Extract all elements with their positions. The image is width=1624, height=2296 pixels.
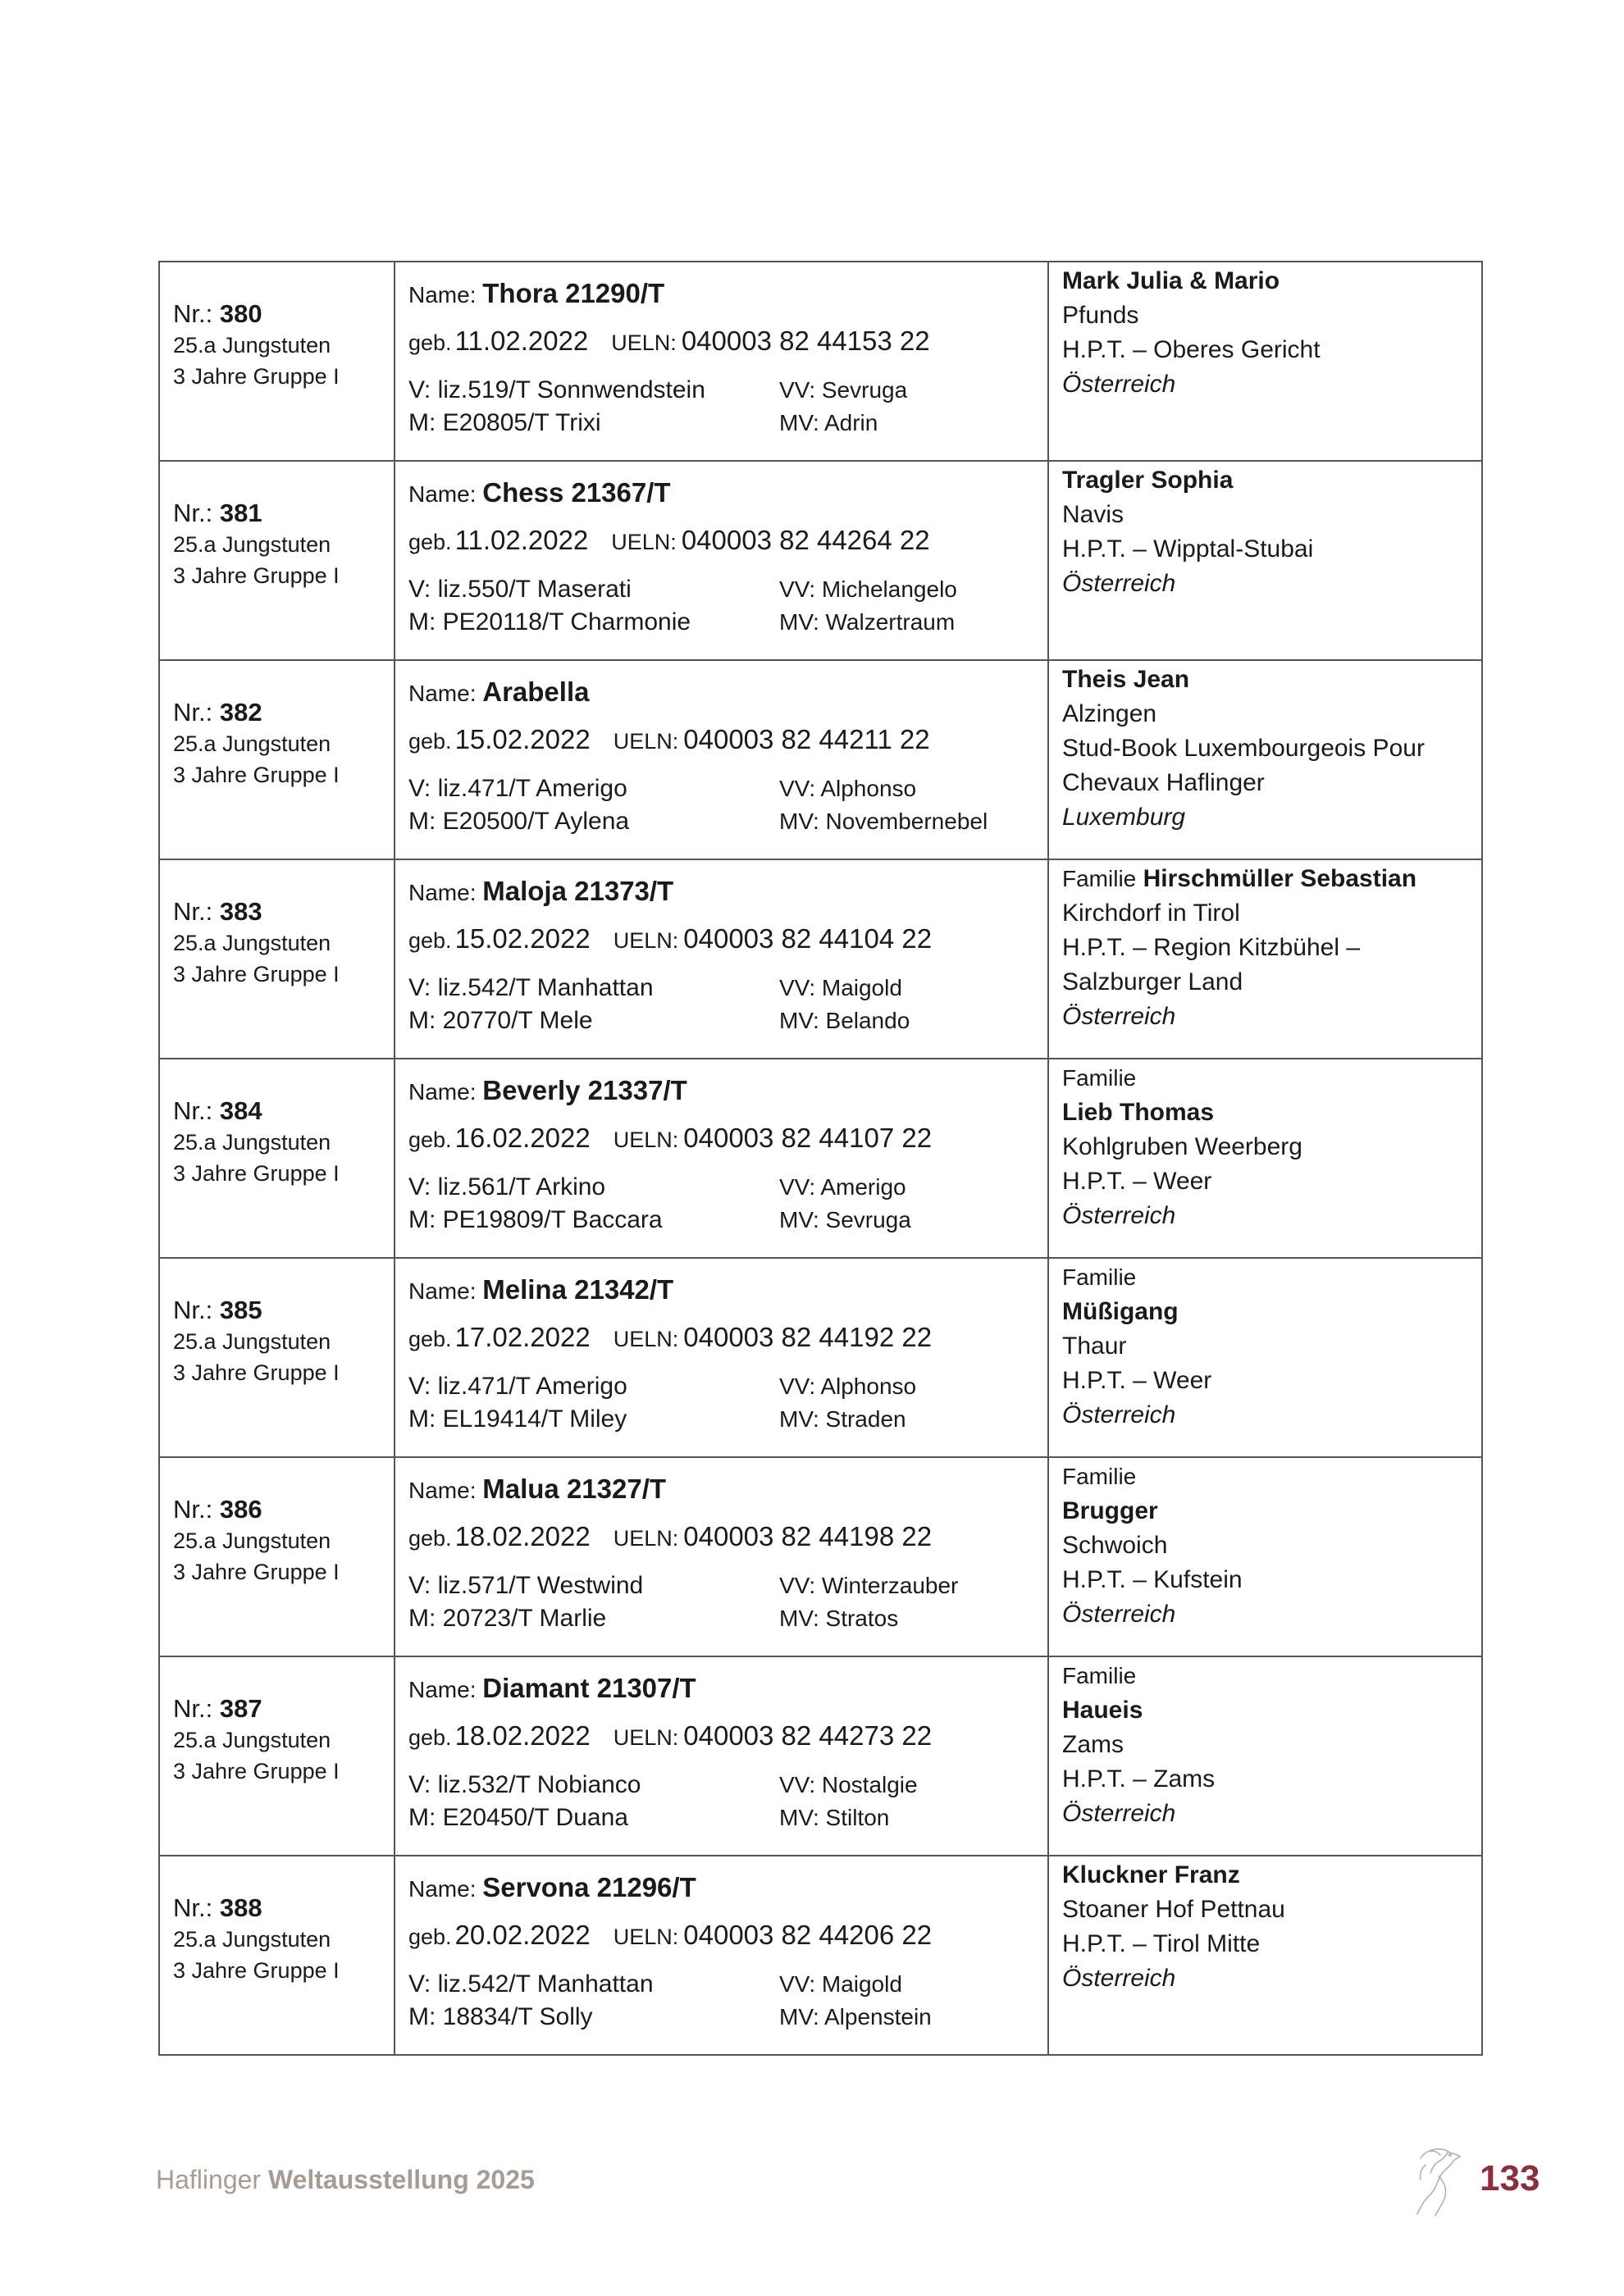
horse-name: Maloja 21373/T xyxy=(482,876,674,906)
birth-label: geb. xyxy=(408,1526,452,1551)
owner-name: Müßigang xyxy=(1062,1298,1179,1325)
birth-label: geb. xyxy=(408,530,452,554)
entry-number-cell xyxy=(159,1656,395,1856)
dam-sire: MV: Novembernebel xyxy=(779,809,988,834)
horse-name-line xyxy=(408,473,1047,512)
footer-brand: Haflinger xyxy=(156,2165,262,2194)
horse-name: Melina 21342/T xyxy=(482,1274,674,1305)
nr-value: 383 xyxy=(219,897,262,926)
sire-of-sire: VV: Maigold xyxy=(779,1971,902,1997)
entry-number-cell xyxy=(159,461,395,660)
ueln-value: 040003 82 44206 22 xyxy=(683,1920,933,1950)
birth-line xyxy=(408,718,1047,761)
nr-label: Nr.: xyxy=(173,897,213,926)
birth-line xyxy=(408,1515,1047,1558)
pedigree xyxy=(408,972,1047,1037)
nr-label: Nr.: xyxy=(173,1694,213,1723)
horse-cell xyxy=(395,1457,1048,1656)
entry-group: 3 Jahre Gruppe I xyxy=(173,1560,340,1584)
owner-address xyxy=(1062,1728,1481,1797)
horse-cell xyxy=(395,859,1048,1059)
horse-name-line xyxy=(408,872,1047,911)
owner-address xyxy=(1062,498,1481,567)
name-label: Name: xyxy=(408,1677,477,1702)
owner-head xyxy=(1062,1659,1481,1728)
birth-label: geb. xyxy=(408,729,452,754)
owner-head xyxy=(1062,1460,1481,1528)
owner-family-label: Familie xyxy=(1062,1464,1137,1489)
entry-number-cell xyxy=(159,1258,395,1457)
horse-name: Diamant 21307/T xyxy=(482,1673,696,1703)
birth-label: geb. xyxy=(408,1725,452,1750)
birth-date: 18.02.2022 xyxy=(454,1720,591,1751)
owner-name: Brugger xyxy=(1062,1497,1158,1524)
nr-value: 382 xyxy=(219,698,262,727)
ueln-label: UELN: xyxy=(613,1327,679,1351)
nr-value: 388 xyxy=(219,1893,262,1922)
owner-family-label: Familie xyxy=(1062,1663,1137,1688)
entry-group: 3 Jahre Gruppe I xyxy=(173,1360,340,1385)
owner-address xyxy=(1062,697,1481,800)
owner-cell xyxy=(1048,1059,1482,1258)
name-label: Name: xyxy=(408,282,477,308)
owner-country: Österreich xyxy=(1062,371,1176,398)
dam-sire: MV: Stratos xyxy=(779,1606,899,1631)
owner-name: Lieb Thomas xyxy=(1062,1099,1215,1126)
birth-label: geb. xyxy=(408,1925,452,1949)
horse-name-line xyxy=(408,1469,1047,1509)
ueln-value: 040003 82 44211 22 xyxy=(683,724,930,754)
ueln-value: 040003 82 44273 22 xyxy=(683,1720,933,1751)
owner-name: Mark Julia & Mario xyxy=(1062,267,1280,294)
nr-label: Nr.: xyxy=(173,1096,213,1125)
owner-cell xyxy=(1048,1656,1482,1856)
owner-address-line: Chevaux Haflinger xyxy=(1062,769,1265,796)
entry-row xyxy=(159,1059,1482,1258)
catalog-body xyxy=(159,262,1482,2055)
owner-address-line: H.P.T. – Weer xyxy=(1062,1168,1212,1195)
owner-country: Österreich xyxy=(1062,570,1176,597)
birth-line xyxy=(408,1117,1047,1159)
entry-row xyxy=(159,1656,1482,1856)
sire-of-sire: VV: Alphonso xyxy=(779,776,917,801)
dam-sire: MV: Straden xyxy=(779,1406,906,1432)
owner-cell xyxy=(1048,1856,1482,2055)
owner-address-line: Thaur xyxy=(1062,1332,1127,1360)
entry-class: 25.a Jungstuten xyxy=(173,1728,331,1752)
dam-sire: MV: Alpenstein xyxy=(779,2004,932,2029)
entry-class: 25.a Jungstuten xyxy=(173,1130,331,1155)
horse-cell xyxy=(395,1656,1048,1856)
dam: M: PE20118/T Charmonie xyxy=(408,608,691,636)
owner-address-line: Kirchdorf in Tirol xyxy=(1062,900,1240,927)
birth-date: 18.02.2022 xyxy=(454,1521,591,1551)
footer-title xyxy=(156,2165,535,2195)
sire: V: liz.550/T Maserati xyxy=(408,576,632,603)
entry-row xyxy=(159,1856,1482,2055)
entry-number xyxy=(173,1693,394,1724)
owner-address-line: H.P.T. – Region Kitzbühel – xyxy=(1062,934,1361,961)
ueln-label: UELN: xyxy=(613,1526,679,1551)
owner-address-line: H.P.T. – Kufstein xyxy=(1062,1566,1243,1593)
catalog-table xyxy=(158,261,1483,2056)
horse-cell xyxy=(395,461,1048,660)
owner-address-line: Schwoich xyxy=(1062,1532,1168,1559)
ueln-value: 040003 82 44264 22 xyxy=(681,525,930,555)
sire: V: liz.542/T Manhattan xyxy=(408,1970,654,1998)
sire: V: liz.542/T Manhattan xyxy=(408,974,654,1001)
nr-value: 380 xyxy=(219,299,262,328)
entry-row xyxy=(159,461,1482,660)
pedigree xyxy=(408,1370,1047,1436)
owner-address-line: Stud-Book Luxembourgeois Pour xyxy=(1062,735,1425,762)
owner-cell xyxy=(1048,660,1482,859)
entry-number xyxy=(173,298,394,330)
birth-date: 15.02.2022 xyxy=(454,724,591,754)
dam-sire: MV: Belando xyxy=(779,1008,910,1033)
entry-class: 25.a Jungstuten xyxy=(173,931,331,955)
sire-of-sire: VV: Nostalgie xyxy=(779,1772,918,1797)
owner-name: Theis Jean xyxy=(1062,666,1190,693)
entry-number xyxy=(173,1295,394,1326)
owner-cell xyxy=(1048,859,1482,1059)
pedigree xyxy=(408,1569,1047,1635)
ueln-label: UELN: xyxy=(613,1925,679,1949)
dam: M: 20723/T Marlie xyxy=(408,1605,607,1632)
owner-country: Österreich xyxy=(1062,1202,1176,1229)
owner-address xyxy=(1062,1528,1481,1597)
pedigree xyxy=(408,573,1047,639)
ueln-value: 040003 82 44192 22 xyxy=(683,1322,933,1352)
dam-sire: MV: Adrin xyxy=(779,410,878,435)
entry-number xyxy=(173,896,394,927)
owner-country: Luxemburg xyxy=(1062,804,1186,831)
entry-group: 3 Jahre Gruppe I xyxy=(173,364,340,389)
sire: V: liz.471/T Amerigo xyxy=(408,1373,627,1400)
owner-address-line: H.P.T. – Zams xyxy=(1062,1765,1216,1793)
horse-cell xyxy=(395,660,1048,859)
owner-head xyxy=(1062,862,1481,896)
entry-row xyxy=(159,262,1482,461)
page-number: 133 xyxy=(1480,2158,1540,2198)
pedigree xyxy=(408,1171,1047,1237)
sire: V: liz.471/T Amerigo xyxy=(408,775,627,802)
entry-group: 3 Jahre Gruppe I xyxy=(173,763,340,787)
owner-address-line: H.P.T. – Weer xyxy=(1062,1367,1212,1394)
owner-family-label: Familie xyxy=(1062,1065,1137,1091)
owner-head xyxy=(1062,1260,1481,1329)
sire-of-sire: VV: Michelangelo xyxy=(779,576,957,602)
entry-group: 3 Jahre Gruppe I xyxy=(173,962,340,986)
owner-head xyxy=(1062,463,1481,498)
birth-label: geb. xyxy=(408,928,452,953)
horse-name: Malua 21327/T xyxy=(482,1474,667,1504)
entry-group: 3 Jahre Gruppe I xyxy=(173,563,340,588)
dam: M: EL19414/T Miley xyxy=(408,1405,627,1433)
ueln-label: UELN: xyxy=(611,530,677,554)
sire: V: liz.532/T Nobianco xyxy=(408,1771,641,1798)
entry-group: 3 Jahre Gruppe I xyxy=(173,1161,340,1186)
sire-of-sire: VV: Winterzauber xyxy=(779,1573,959,1598)
ueln-value: 040003 82 44107 22 xyxy=(683,1123,933,1153)
owner-family-label: Familie xyxy=(1062,866,1137,891)
ueln-value: 040003 82 44104 22 xyxy=(683,923,933,954)
entry-number-cell xyxy=(159,1059,395,1258)
entry-number xyxy=(173,697,394,728)
dam-sire: MV: Walzertraum xyxy=(779,609,956,635)
pedigree xyxy=(408,1968,1047,2034)
entry-row xyxy=(159,1457,1482,1656)
owner-name: Hirschmüller Sebastian xyxy=(1143,865,1417,892)
dam: M: 18834/T Solly xyxy=(408,2003,593,2030)
ueln-label: UELN: xyxy=(613,928,679,953)
birth-line xyxy=(408,1914,1047,1957)
dam-sire: MV: Sevruga xyxy=(779,1207,911,1232)
birth-date: 20.02.2022 xyxy=(454,1920,591,1950)
name-label: Name: xyxy=(408,1876,477,1902)
entry-class: 25.a Jungstuten xyxy=(173,1927,331,1952)
owner-cell xyxy=(1048,262,1482,461)
birth-label: geb. xyxy=(408,1327,452,1351)
horse-name: Chess 21367/T xyxy=(482,477,671,508)
dam: M: E20500/T Aylena xyxy=(408,808,630,835)
haflinger-horse-logo-icon xyxy=(1403,2140,1468,2222)
horse-name-line xyxy=(408,274,1047,313)
birth-line xyxy=(408,1715,1047,1757)
name-label: Name: xyxy=(408,681,477,706)
dam: M: PE19809/T Baccara xyxy=(408,1206,663,1233)
horse-name-line xyxy=(408,1071,1047,1110)
entry-row xyxy=(159,660,1482,859)
nr-label: Nr.: xyxy=(173,499,213,527)
sire-of-sire: VV: Alphonso xyxy=(779,1374,917,1399)
birth-line xyxy=(408,1316,1047,1359)
birth-line xyxy=(408,918,1047,960)
birth-date: 15.02.2022 xyxy=(454,923,591,954)
owner-address-line: Zams xyxy=(1062,1731,1124,1758)
owner-address-line: H.P.T. – Tirol Mitte xyxy=(1062,1930,1261,1957)
name-label: Name: xyxy=(408,1478,477,1503)
horse-cell xyxy=(395,262,1048,461)
dam: M: 20770/T Mele xyxy=(408,1007,593,1034)
owner-address xyxy=(1062,1893,1481,1961)
sire-of-sire: VV: Amerigo xyxy=(779,1174,906,1200)
owner-address xyxy=(1062,1329,1481,1398)
horse-cell xyxy=(395,1059,1048,1258)
owner-address-line: Alzingen xyxy=(1062,700,1157,727)
horse-cell xyxy=(395,1856,1048,2055)
entry-number xyxy=(173,1893,394,1924)
owner-country: Österreich xyxy=(1062,1601,1176,1628)
birth-label: geb. xyxy=(408,330,452,355)
name-label: Name: xyxy=(408,481,477,507)
entry-number-cell xyxy=(159,660,395,859)
owner-address-line: H.P.T. – Wipptal-Stubai xyxy=(1062,535,1314,563)
pedigree xyxy=(408,1769,1047,1834)
owner-head xyxy=(1062,1858,1481,1893)
owner-address-line: Navis xyxy=(1062,501,1124,528)
nr-label: Nr.: xyxy=(173,299,213,328)
owner-address-line: Pfunds xyxy=(1062,302,1139,329)
horse-cell xyxy=(395,1258,1048,1457)
nr-label: Nr.: xyxy=(173,1495,213,1524)
entry-class: 25.a Jungstuten xyxy=(173,532,331,557)
birth-line xyxy=(408,519,1047,562)
nr-value: 381 xyxy=(219,499,262,527)
entry-number-cell xyxy=(159,262,395,461)
ueln-value: 040003 82 44153 22 xyxy=(681,326,930,356)
sire-of-sire: VV: Sevruga xyxy=(779,377,908,403)
entry-number-cell xyxy=(159,859,395,1059)
sire: V: liz.561/T Arkino xyxy=(408,1173,606,1200)
owner-address-line: H.P.T. – Oberes Gericht xyxy=(1062,336,1321,363)
name-label: Name: xyxy=(408,1079,477,1105)
owner-address-line: Salzburger Land xyxy=(1062,968,1243,995)
entry-row xyxy=(159,859,1482,1059)
entry-group: 3 Jahre Gruppe I xyxy=(173,1958,340,1983)
sire: V: liz.571/T Westwind xyxy=(408,1572,644,1599)
entry-number xyxy=(173,1494,394,1525)
nr-label: Nr.: xyxy=(173,1893,213,1922)
horse-name: Arabella xyxy=(482,676,590,707)
nr-value: 386 xyxy=(219,1495,262,1524)
dam: M: E20450/T Duana xyxy=(408,1804,628,1831)
owner-address-line: Kohlgruben Weerberg xyxy=(1062,1133,1302,1160)
entry-class: 25.a Jungstuten xyxy=(173,1329,331,1354)
owner-address xyxy=(1062,1130,1481,1199)
owner-head xyxy=(1062,264,1481,298)
horse-name: Beverly 21337/T xyxy=(482,1075,687,1105)
sire: V: liz.519/T Sonnwendstein xyxy=(408,376,705,403)
nr-label: Nr.: xyxy=(173,1296,213,1324)
entry-row xyxy=(159,1258,1482,1457)
owner-head xyxy=(1062,1061,1481,1130)
owner-name: Tragler Sophia xyxy=(1062,467,1234,494)
dam: M: E20805/T Trixi xyxy=(408,409,601,436)
dam-sire: MV: Stilton xyxy=(779,1805,890,1830)
birth-line xyxy=(408,320,1047,362)
nr-value: 385 xyxy=(219,1296,262,1324)
owner-country: Österreich xyxy=(1062,1965,1176,1992)
nr-value: 384 xyxy=(219,1096,262,1125)
name-label: Name: xyxy=(408,880,477,905)
birth-date: 17.02.2022 xyxy=(454,1322,591,1352)
owner-family-label: Familie xyxy=(1062,1264,1137,1290)
owner-country: Österreich xyxy=(1062,1003,1176,1030)
ueln-label: UELN: xyxy=(611,330,677,355)
ueln-value: 040003 82 44198 22 xyxy=(683,1521,933,1551)
entry-class: 25.a Jungstuten xyxy=(173,1528,331,1553)
entry-number-cell xyxy=(159,1457,395,1656)
nr-value: 387 xyxy=(219,1694,262,1723)
birth-date: 16.02.2022 xyxy=(454,1123,591,1153)
birth-label: geb. xyxy=(408,1128,452,1152)
owner-cell xyxy=(1048,1457,1482,1656)
owner-cell xyxy=(1048,461,1482,660)
owner-head xyxy=(1062,663,1481,697)
birth-date: 11.02.2022 xyxy=(454,326,589,356)
ueln-label: UELN: xyxy=(613,1725,679,1750)
owner-name: Kluckner Franz xyxy=(1062,1861,1240,1888)
horse-name-line xyxy=(408,1669,1047,1708)
pedigree xyxy=(408,772,1047,838)
horse-name: Servona 21296/T xyxy=(482,1872,696,1902)
entry-group: 3 Jahre Gruppe I xyxy=(173,1759,340,1784)
entry-number xyxy=(173,1096,394,1127)
horse-name: Thora 21290/T xyxy=(482,278,665,308)
pedigree xyxy=(408,374,1047,440)
sire-of-sire: VV: Maigold xyxy=(779,975,902,1000)
ueln-label: UELN: xyxy=(613,729,679,754)
owner-cell xyxy=(1048,1258,1482,1457)
owner-country: Österreich xyxy=(1062,1800,1176,1827)
name-label: Name: xyxy=(408,1278,477,1304)
horse-name-line xyxy=(408,672,1047,712)
entry-class: 25.a Jungstuten xyxy=(173,333,331,358)
owner-address xyxy=(1062,896,1481,1000)
entry-class: 25.a Jungstuten xyxy=(173,731,331,756)
horse-name-line xyxy=(408,1270,1047,1310)
owner-address xyxy=(1062,298,1481,367)
nr-label: Nr.: xyxy=(173,698,213,727)
owner-name: Haueis xyxy=(1062,1697,1143,1724)
footer-event: Weltausstellung 2025 xyxy=(267,2165,535,2194)
entry-number-cell xyxy=(159,1856,395,2055)
birth-date: 11.02.2022 xyxy=(454,525,589,555)
horse-name-line xyxy=(408,1868,1047,1907)
owner-address-line: Stoaner Hof Pettnau xyxy=(1062,1896,1285,1923)
ueln-label: UELN: xyxy=(613,1128,679,1152)
owner-country: Österreich xyxy=(1062,1401,1176,1428)
entry-number xyxy=(173,498,394,529)
